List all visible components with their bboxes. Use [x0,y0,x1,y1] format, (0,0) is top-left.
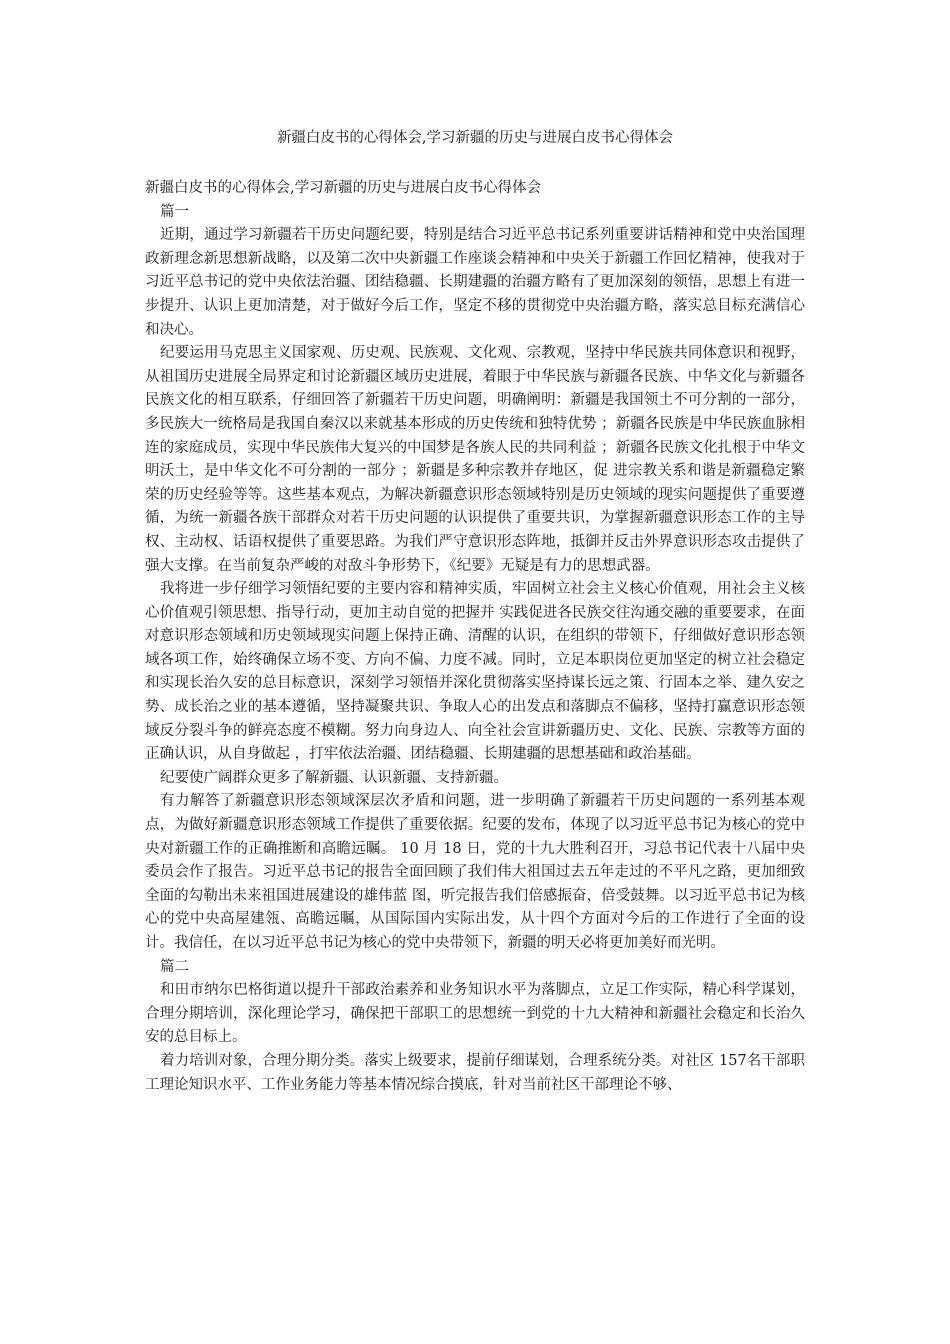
section-one-paragraph-3: 我将进一步仔细学习领悟纪要的主要内容和精神实质，牢固树立社会主义核心价值观，用社会主义核心价值观引领思想、指导行动，更加主动自觉的把握并 实践促进各民族交往沟通交融的重要要求，在面对意识形态领域和历史领域现实问题上保持正确、清醒的认识，在组织的带领下，仔细做好意识形态领域各项工作，始终确保立场不变、方向不偏、力度不减。同时，立足本职岗位更加坚定的树立社会稳定和实现长治久安的总目标意识，深刻学习领悟并深化贯彻落实坚持谋长远之策、行固本之举、建久安之势、成长治之业的基本遵循，坚持凝聚共识、争取人心的出发点和落脚点不偏移，坚持打赢意识形态领域反分裂斗争的鲜亮态度不模糊。努力向身边人、向全社会宣讲新疆历史、文化、民族、宗教等方面的正确认识，从自身做起 ，打牢依法治疆、团结稳疆、长期建疆的思想基础和政治基础。 [145,581,805,763]
document-subtitle: 新疆白皮书的心得体会,学习新疆的历史与进展白皮书心得体会 [145,180,542,196]
section-one-paragraph-4: 纪要使广阔群众更多了解新疆、认识新疆、支持新疆。 [160,769,508,786]
section-two-label: 篇二 [160,958,189,975]
section-one-paragraph-2: 纪要运用马克思主义国家观、历史观、民族观、文化观、宗教观，坚持中华民族共同体意识和视野，从祖国历史进展全局界定和讨论新疆区域历史进展，着眼于中华民族与新疆各民族、中华文化与新疆各民族文化的相互联系，仔细回答了新疆若干历史问题，明确阐明：新疆是我国领土不可分割的一部分，多民族大一统格局是我国自秦汉以来就基本形成的历史传统和独特优势 ；新疆各民族是中华民族血脉相连的家庭成员，实现中华民族伟大复兴的中国梦是各族人民的共同利益 ；新疆各民族文化扎根于中华文明沃土，是中华文化不可分割的一部分 ；新疆是多种宗教并存地区，促 进宗教关系和谐是新疆稳定繁荣的历史经验等等。这些基本观点，为解决新疆意识形态领域特别是历史领域的现实问题提供了重要遵循，为统一新疆各族干部群众对若干历史问题的认识提供了重要共识，为掌握新疆意识形态工作的主导权、主动权、话语权提供了重要思路。为我们严守意识形态阵地，抵御并反击外界意识形态攻击提供了强大支撑。在当前复杂严峻的对敌斗争形势下，《纪要》无疑是有力的思想武器。 [145,345,805,574]
section-two-paragraph-2: 着力培训对象，合理分期分类。落实上级要求，提前仔细谋划，合理系统分类。对社区 157名干部职工理论知识水平、工作业务能力等基本情况综合摸底，针对当前社区干部理论不够、 [145,1052,805,1093]
section-one-paragraph-1: 近期，通过学习新疆若干历史问题纪要，特别是结合习近平总书记系列重要讲话精神和党中央治国理政新理念新思想新战略，以及第二次中央新疆工作座谈会精神和中央关于新疆工作回忆精神，使我对于习近平总书记的党中央依法治疆、团结稳疆、长期建疆的治疆方略有了更加深刻的领悟，思想上有进一步提升、认识上更加清楚，对于做好今后工作，坚定不移的贯彻党中央治疆方略，落实总目标充满信心和决心。 [145,227,805,338]
section-two-paragraph-1: 和田市纳尔巴格街道以提升干部政治素养和业务知识水平为落脚点，立足工作实际，精心科学谋划，合理分期培训，深化理论学习，确保把干部职工的思想统一到党的十九大精神和新疆社会稳定和长治久安的总目标上。 [145,982,805,1046]
section-one-label: 篇一 [160,203,189,220]
document-body [145,177,805,1097]
document-title: 新疆白皮书的心得体会,学习新疆的历史与进展白皮书心得体会 [276,130,674,146]
section-one-paragraph-5: 有力解答了新疆意识形态领域深层次矛盾和问题，进一步明确了新疆若干历史问题的一系列基本观点，为做好新疆意识形态领域工作提供了重要依据。纪要的发布，体现了以习近平总书记为核心的党中央对新疆工作的正确推断和高瞻远瞩。 10 月 18 日，党的十九大胜利召开，习总书记代表十八届中央委员会作了报告。习近平总书记的报告全面回顾了我们伟大祖国过去五年走过的不平凡之路，更加细致全面的勾勒出未来祖国进展建设的雄伟蓝 图，听完报告我们倍感振奋，倍受鼓舞。以习近平总书记为核心的党中央高屋建瓴、高瞻远瞩，从国际国内实际出发，从十四个方面对今后的工作进行了全面的设计。我信任，在以习近平总书记为核心的党中央带领下，新疆的明天必将更加美好而光明。 [145,793,805,951]
